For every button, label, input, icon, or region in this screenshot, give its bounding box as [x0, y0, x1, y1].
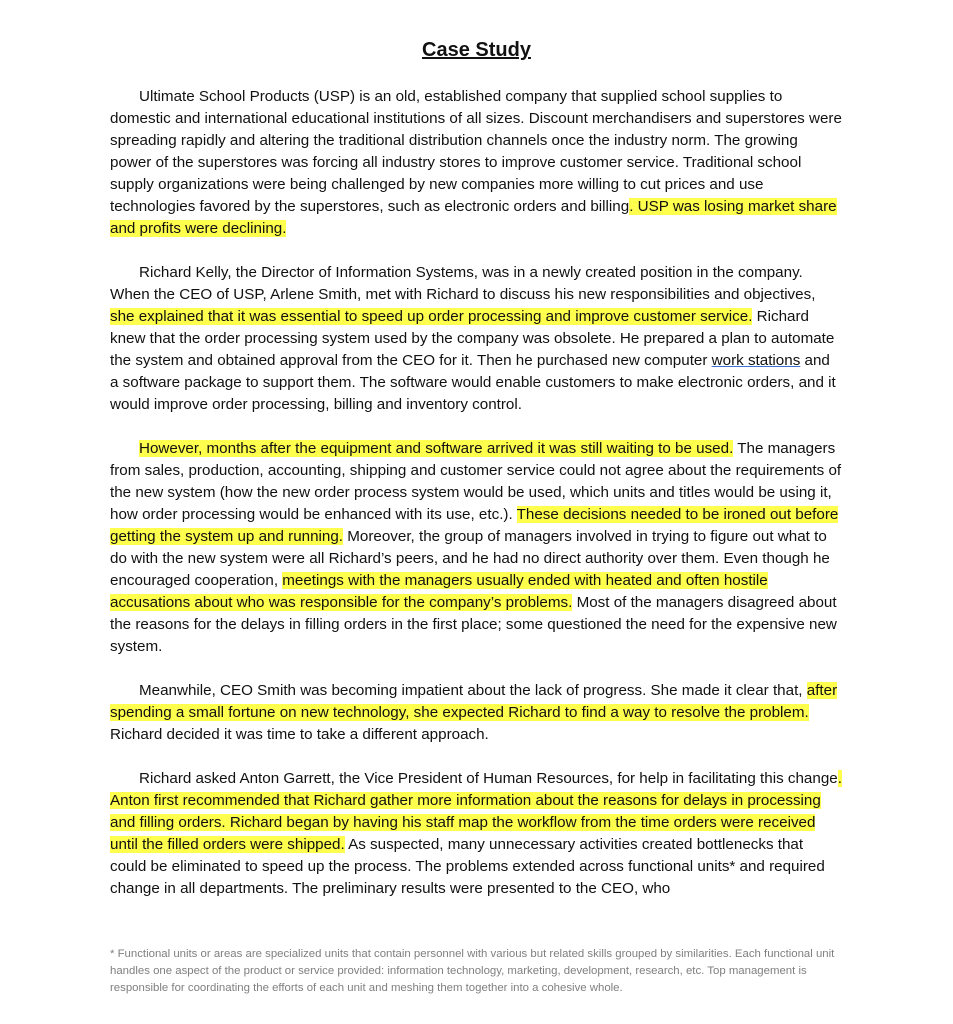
text-run: Most of the managers disagreed about the reasons for the delays in filling orders in the first place; some questioned the need for the expensive new system.	[110, 594, 837, 655]
text-run: Richard knew that the order processing system used by the company was obsolete. He prepared a plan to automate the system and obtained approval from the CEO for it. Then he purchased new computer	[110, 308, 835, 369]
paragraph-5	[110, 768, 842, 900]
highlighted-text: However, months after the equipment and software arrived it was still waiting to be used.	[139, 440, 734, 457]
paragraph-4	[110, 680, 842, 746]
text-run: Richard Kelly, the Director of Information Systems, was in a newly created position in the company. When the CEO of USP, Arlene Smith, met with Richard to discuss his new responsibilities and objectives,	[110, 264, 816, 303]
highlighted-text: . Anton first recommended that Richard gather more information about the reasons for delays in processing and filling orders. Richard began by having his staff map the workflow from the time orders were received until the filled orders were shipped.	[110, 770, 842, 853]
text-run: As suspected, many unnecessary activities created bottlenecks that could be eliminated to speed up the process. The problems extended across functional units* and required change in all departments. The preliminary results were presented to the CEO, who	[110, 836, 825, 897]
text-run: and a software package to support them. The software would enable customers to make electronic orders, and it would improve order processing, billing and inventory control.	[110, 352, 836, 413]
highlighted-text: after spending a small fortune on new technology, she expected Richard to find a way to resolve the problem.	[110, 682, 838, 721]
text-run: Richard decided it was time to take a different approach.	[110, 726, 489, 743]
highlighted-text: she explained that it was essential to speed up order processing and improve customer service.	[110, 308, 753, 325]
paragraph-3	[110, 438, 842, 658]
highlighted-text: These decisions needed to be ironed out before getting the system up and running.	[110, 506, 839, 545]
document-body	[110, 86, 842, 922]
highlighted-text: . USP was losing market share and profits were declining.	[110, 198, 837, 237]
text-run: Richard asked Anton Garrett, the Vice President of Human Resources, for help in facilitating this change	[139, 770, 838, 787]
highlighted-text: meetings with the managers usually ended with heated and often hostile accusations about who was responsible for the company’s problems.	[110, 572, 768, 611]
paragraph-2	[110, 262, 842, 416]
text-run: Moreover, the group of managers involved in trying to figure out what to do with the new system were all Richard’s peers, and he had no direct authority over them. Even though he encouraged cooperation,	[110, 528, 830, 589]
page-title: Case Study	[422, 39, 531, 61]
text-run: Ultimate School Products (USP) is an old, established company that supplied school supplies to domestic and international educational institutions of all sizes. Discount merchandisers and superstores were spreading rapidly and altering the traditional distribution channels once the industry norm. The growing power of the superstores was forcing all industry stores to improve customer service. Traditional school supply organizations were being challenged by new companies more willing to cut prices and use technologies favored by the superstores, such as electronic orders and billing	[110, 88, 842, 215]
text-run: Meanwhile, CEO Smith was becoming impatient about the lack of progress. She made it clear that,	[139, 682, 803, 699]
text-run: The managers from sales, production, accounting, shipping and customer service could not agree about the requirements of the new system (how the new order process system would be used, which units and titles would be using it, how order processing would be enhanced with its use, etc.).	[110, 440, 842, 523]
paragraph-1	[110, 86, 842, 240]
spellcheck-underlined-text: work stations	[711, 352, 801, 369]
footnote: * Functional units or areas are specialized units that contain personnel with various but related skills grouped by similarities. Each functional unit handles one aspect of the product or service provided: information technology, marketing, development, research, etc. Top management is responsible for coordinating the efforts of each unit and meshing them together into a cohesive whole.	[110, 948, 835, 994]
